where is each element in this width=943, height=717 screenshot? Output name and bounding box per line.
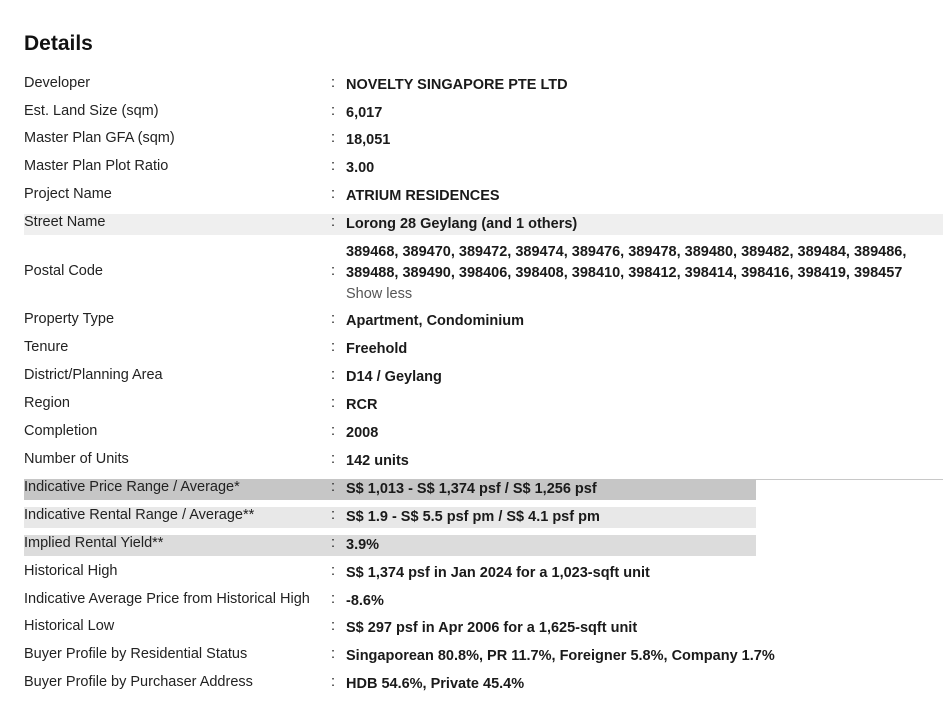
detail-value: RCR bbox=[346, 397, 378, 413]
detail-separator: : bbox=[331, 507, 336, 523]
detail-separator: : bbox=[331, 186, 336, 202]
detail-label: Implied Rental Yield** bbox=[24, 535, 164, 551]
postal-codes-text: 389468, 389470, 389472, 389474, 389476, 389478, 389480, 389482, 389484, 389486, 389488, 389490, 398406, 398408, 398410, 398412, 398414, 398416, 398419, 398457 bbox=[346, 244, 907, 281]
detail-value: 2008 bbox=[346, 425, 379, 441]
detail-label: Historical High bbox=[24, 563, 118, 579]
detail-separator: : bbox=[331, 535, 336, 551]
detail-separator: : bbox=[331, 591, 336, 607]
detail-label: Street Name bbox=[24, 214, 106, 230]
detail-value: S$ 1.9 - S$ 5.5 psf pm / S$ 4.1 psf pm bbox=[346, 509, 600, 525]
detail-label: Historical Low bbox=[24, 618, 115, 634]
detail-separator: : bbox=[331, 674, 336, 690]
detail-label: Est. Land Size (sqm) bbox=[24, 103, 159, 119]
detail-value bbox=[346, 242, 938, 305]
detail-separator: : bbox=[331, 339, 336, 355]
detail-label: Indicative Rental Range / Average** bbox=[24, 507, 255, 523]
detail-value: NOVELTY SINGAPORE PTE LTD bbox=[346, 77, 568, 93]
detail-value: Freehold bbox=[346, 341, 408, 357]
detail-separator: : bbox=[331, 451, 336, 467]
detail-label: District/Planning Area bbox=[24, 367, 163, 383]
detail-value: HDB 54.6%, Private 45.4% bbox=[346, 676, 525, 692]
detail-separator: : bbox=[331, 563, 336, 579]
detail-separator: : bbox=[331, 311, 336, 327]
detail-label: Buyer Profile by Residential Status bbox=[24, 646, 248, 662]
detail-label: Completion bbox=[24, 423, 98, 439]
detail-value: ATRIUM RESIDENCES bbox=[346, 188, 500, 204]
detail-separator: : bbox=[331, 395, 336, 411]
detail-separator: : bbox=[331, 103, 336, 119]
detail-label: Postal Code bbox=[24, 263, 103, 279]
detail-value: Lorong 28 Geylang (and 1 others) bbox=[346, 216, 578, 232]
detail-separator: : bbox=[331, 618, 336, 634]
detail-separator: : bbox=[331, 75, 336, 91]
detail-label: Number of Units bbox=[24, 451, 129, 467]
detail-value: 3.00 bbox=[346, 160, 375, 176]
detail-value: 142 units bbox=[346, 453, 409, 469]
detail-label: Master Plan GFA (sqm) bbox=[24, 130, 175, 146]
detail-separator: : bbox=[331, 130, 336, 146]
detail-separator: : bbox=[331, 158, 336, 174]
detail-value: D14 / Geylang bbox=[346, 369, 442, 385]
detail-label: Indicative Price Range / Average* bbox=[24, 479, 240, 495]
detail-value: 6,017 bbox=[346, 105, 383, 121]
detail-label: Master Plan Plot Ratio bbox=[24, 158, 169, 174]
detail-separator: : bbox=[331, 646, 336, 662]
page-title: Details bbox=[24, 32, 93, 55]
detail-value: Apartment, Condominium bbox=[346, 313, 525, 329]
detail-separator: : bbox=[331, 367, 336, 383]
detail-value: S$ 1,013 - S$ 1,374 psf / S$ 1,256 psf bbox=[346, 481, 597, 497]
detail-value: Singaporean 80.8%, PR 11.7%, Foreigner 5.8%, Company 1.7% bbox=[346, 648, 775, 664]
detail-separator: : bbox=[331, 263, 336, 279]
detail-value: 3.9% bbox=[346, 537, 380, 553]
detail-value: S$ 1,374 psf in Jan 2024 for a 1,023-sqft unit bbox=[346, 565, 650, 581]
detail-value: S$ 297 psf in Apr 2006 for a 1,625-sqft unit bbox=[346, 620, 638, 636]
detail-value: 18,051 bbox=[346, 132, 391, 148]
detail-label: Property Type bbox=[24, 311, 115, 327]
detail-label: Developer bbox=[24, 75, 91, 91]
detail-value: -8.6% bbox=[346, 593, 384, 609]
detail-label: Buyer Profile by Purchaser Address bbox=[24, 674, 253, 690]
show-less-link[interactable]: Show less bbox=[346, 286, 413, 302]
detail-separator: : bbox=[331, 214, 336, 230]
detail-label: Indicative Average Price from Historical High bbox=[24, 591, 310, 607]
detail-separator: : bbox=[331, 423, 336, 439]
detail-label: Region bbox=[24, 395, 70, 411]
detail-label: Project Name bbox=[24, 186, 112, 202]
detail-label: Tenure bbox=[24, 339, 69, 355]
detail-separator: : bbox=[331, 479, 336, 495]
